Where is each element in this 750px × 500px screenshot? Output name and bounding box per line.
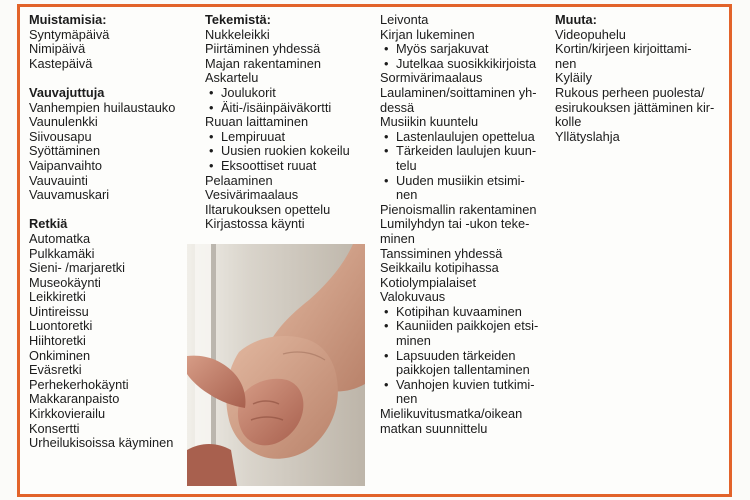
list-item-continuation: nen [555, 55, 577, 71]
list-item: Makkaranpaisto [29, 391, 120, 407]
list-item: Nukkeleikki [205, 26, 270, 42]
list-item: Vauvamuskari [29, 187, 110, 203]
heading-retkia: Retkiä [29, 216, 68, 232]
list-item-continuation: matkan suunnittelu [380, 420, 488, 436]
list-item: Iltarukouksen opettelu [205, 201, 331, 217]
hands-photo [187, 244, 365, 486]
list-item: Piirtäminen yhdessä [205, 41, 321, 57]
list-item: Syntymäpäivä [29, 26, 110, 42]
list-item: Ruuan laittaminen [205, 114, 309, 130]
list-item: Kirjastossa käynti [205, 216, 305, 232]
list-item: Musiikin kuuntelu [380, 114, 479, 130]
column-4 [555, 13, 725, 144]
list-item: Syöttäminen [29, 143, 101, 159]
list-item: Lumilyhdyn tai -ukon teke- [380, 216, 530, 232]
activity-sheet [17, 4, 732, 497]
list-item: Uintireissu [29, 303, 89, 319]
bullet-item: • Uuden musiikin etsimi- [380, 174, 558, 189]
heading-tekemista: Tekemistä: [205, 12, 271, 27]
bullet-item: • Eksoottiset ruuat [205, 159, 377, 174]
list-item: Vanhempien huilaustauko [29, 99, 176, 115]
list-item: Perhekerhokäynti [29, 376, 129, 392]
column-2 [205, 13, 377, 232]
list-item: Vauvauinti [29, 172, 88, 188]
list-item: Kastepäivä [29, 55, 93, 71]
column-1 [29, 13, 199, 451]
bullet-item-continuation: paikkojen tallentaminen [396, 362, 530, 378]
heading-muuta: Muuta: [555, 12, 597, 27]
list-item: Vaunulenkki [29, 114, 98, 130]
bullet-item: • Lastenlaulujen opettelua [380, 130, 558, 145]
bullet-item: • Lempiruuat [205, 130, 377, 145]
bullet-item: • Jutelkaa suosikkikirjoista [380, 57, 558, 72]
bullet-item: • Kauniiden paikkojen etsi- [380, 319, 558, 334]
list-item-continuation: minen [380, 230, 415, 246]
list-item: Pelaaminen [205, 172, 273, 188]
heading-vauvajuttuja: Vauvajuttuja [29, 84, 105, 100]
column-3 [380, 13, 558, 436]
list-item: Urheilukisoissa käyminen [29, 435, 174, 451]
list-item: Luontoretki [29, 318, 93, 334]
bullet-item: • Vanhojen kuvien tutkimi- [380, 378, 558, 393]
list-item: Onkiminen [29, 347, 91, 363]
list-item: Pienoismallin rakentaminen [380, 201, 537, 217]
list-item: Seikkailu kotipihassa [380, 260, 499, 276]
list-item: Valokuvaus [380, 289, 446, 305]
list-item: Konsertti [29, 420, 80, 436]
list-item: Leikkiretki [29, 289, 86, 305]
bullet-item: • Tärkeiden laulujen kuun- [380, 144, 558, 159]
list-item: Vaipanvaihto [29, 157, 103, 173]
hands-illustration [187, 244, 365, 486]
list-item: Rukous perheen puolesta/ [555, 84, 705, 100]
bullet-item: • Joulukorit [205, 86, 377, 101]
list-item: Tanssiminen yhdessä [380, 245, 503, 261]
list-item-continuation: esirukouksen jättäminen kir- [555, 99, 715, 115]
list-item: Majan rakentaminen [205, 55, 321, 71]
list-item: Sieni- /marjaretki [29, 260, 126, 276]
bullet-item-continuation: nen [396, 391, 418, 407]
bullet-item: • Lapsuuden tärkeiden [380, 349, 558, 364]
list-item: Vesivärimaalaus [205, 187, 299, 203]
list-item: Automatka [29, 230, 91, 246]
list-item: Sormivärimaalaus [380, 70, 483, 86]
list-item: Videopuhelu [555, 26, 626, 42]
list-item: Mielikuvitusmatka/oikean [380, 406, 523, 422]
list-item: Museokäynti [29, 274, 101, 290]
bullet-item: • Äiti-/isäinpäiväkortti [205, 101, 377, 116]
bullet-item: • Kotipihan kuvaaminen [380, 305, 558, 320]
list-item-continuation: kolle [555, 114, 582, 130]
list-item-continuation: dessä [380, 99, 415, 115]
heading-muistamisia: Muistamisia: [29, 12, 107, 27]
list-item: Nimipäivä [29, 41, 86, 57]
list-item: Yllätyslahja [555, 128, 620, 144]
list-item: Kirkkovierailu [29, 406, 106, 422]
list-item: Laulaminen/soittaminen yh- [380, 84, 537, 100]
list-item: Siivousapu [29, 128, 92, 144]
list-item: Askartelu [205, 70, 259, 86]
bullet-item: • Myös sarjakuvat [380, 42, 558, 57]
list-item: Kirjan lukeminen [380, 26, 475, 42]
bullet-item-continuation: nen [396, 187, 418, 203]
list-item: Kortin/kirjeen kirjoittami- [555, 41, 692, 57]
list-item: Pulkkamäki [29, 245, 95, 261]
list-item: Hiihtoretki [29, 333, 86, 349]
list-item: Kyläily [555, 70, 592, 86]
list-item: Eväsretki [29, 362, 82, 378]
bullet-item-continuation: minen [396, 333, 431, 349]
list-item: Kotiolympialaiset [380, 274, 477, 290]
bullet-item-continuation: telu [396, 157, 417, 173]
bullet-item: • Uusien ruokien kokeilu [205, 144, 377, 159]
list-item: Leivonta [380, 12, 429, 27]
